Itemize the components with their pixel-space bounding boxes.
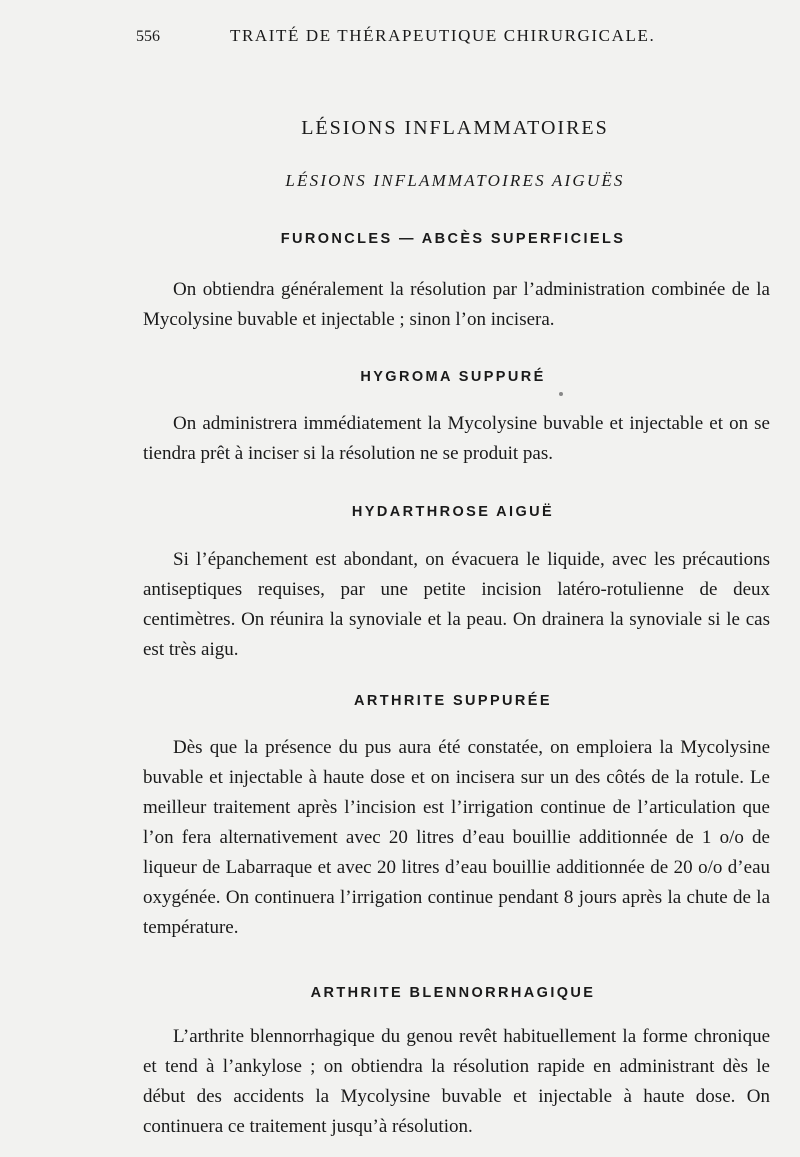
section-text-arthrite-suppuree: Dès que la présence du pus aura été constatée, on emploiera la Mycolysine buvable et injectable à haute dose et on incisera sur un des côtés de la rotule. Le meilleur traitement après l’incision est l’irrigation continue de l’articulation que l’on fera alternativement avec 20 litres d’eau bouillie additionnée de 1 o/o de liqueur de Labarraque et avec 20 litres d’eau bouillie additionnée de 20 o/o d’eau oxygénée. On continuera l’irrigation continue pendant 8 jours après la chute de la température. <box>143 737 770 938</box>
section-text-hygroma: On administrera immédiatement la Mycolysine buvable et injectable et on se tiendra prêt à inciser si la résolution ne se produit pas. <box>143 413 770 464</box>
section-heading-arthrite-suppuree: ARTHRITE SUPPURÉE <box>354 693 552 709</box>
section-text-arthrite-blennorrhagique: L’arthrite blennorrhagique du genou revêt habituellement la forme chronique et tend à l’ankylose ; on obtiendra la résolution rapide en administrant dès le début des accidents la Mycolysine buvable et injectable à haute dose. On continuera ce traitement jusqu’à résolution. <box>143 1026 770 1137</box>
section-heading-arthrite-blennorrhagique: ARTHRITE BLENNORRHAGIQUE <box>310 985 596 1001</box>
running-title: TRAITÉ DE THÉRAPEUTIQUE CHIRURGICALE. <box>230 26 656 45</box>
section-heading-hydarthrose: HYDARTHROSE AIGUË <box>351 504 555 520</box>
section-text-hydarthrose: Si l’épanchement est abondant, on évacuera le liquide, avec les précautions antiseptiques requises, par une petite incision latéro-rotulienne de deux centimètres. On réunira la synoviale et la peau. On drainera la synoviale si le cas est très aigu. <box>143 549 770 660</box>
print-speck <box>559 392 563 396</box>
chapter-title: LÉSIONS INFLAMMATOIRES <box>301 117 609 139</box>
section-heading-hygroma: HYGROMA SUPPURÉ <box>360 369 546 385</box>
page-number: 556 <box>136 28 160 45</box>
running-head <box>136 26 676 50</box>
section-text-furoncles: On obtiendra généralement la résolution par l’administration combinée de la Mycolysine buvable et injectable ; sinon l’on incisera. <box>143 279 770 330</box>
chapter-subtitle: LÉSIONS INFLAMMATOIRES AIGUËS <box>285 171 625 190</box>
section-heading-furoncles: FURONCLES — ABCÈS SUPERFICIELS <box>280 231 626 247</box>
